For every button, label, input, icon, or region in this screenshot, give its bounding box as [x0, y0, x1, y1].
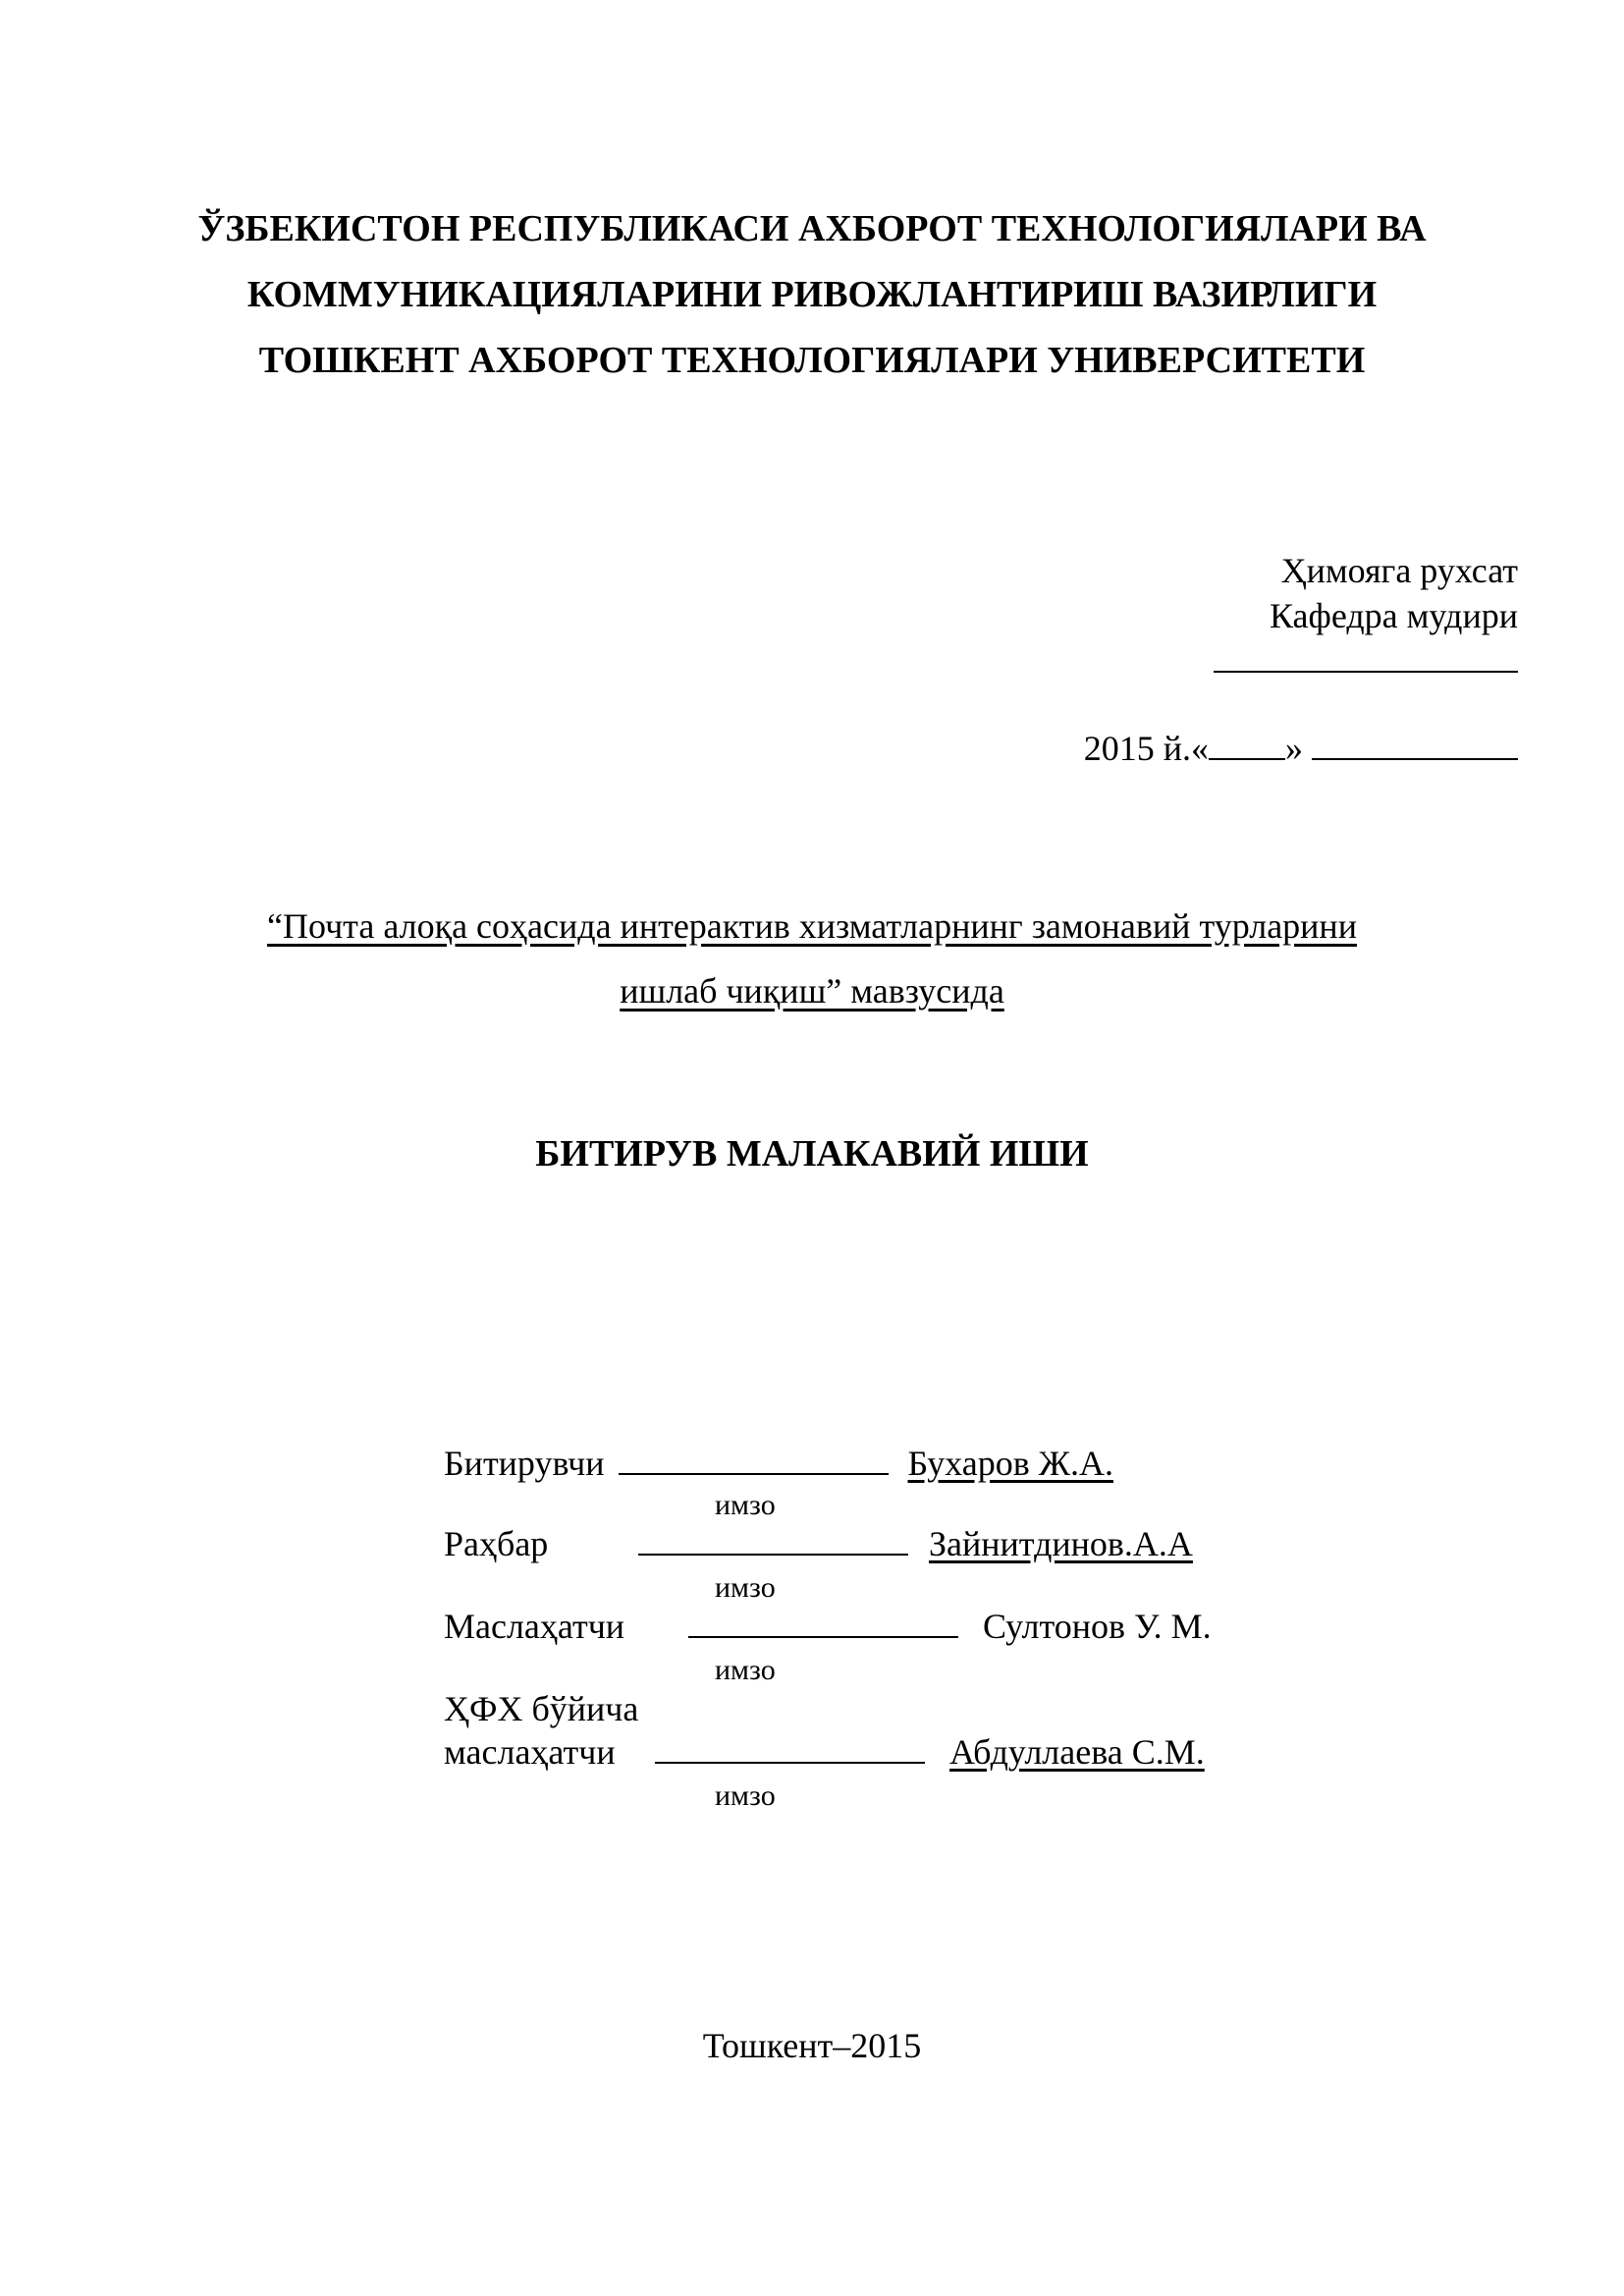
signature-caption: имзо — [715, 1489, 776, 1521]
header-line-1: ЎЗБЕКИСТОН РЕСПУБЛИКАСИ АХБОРОТ ТЕХНОЛОГИЯЛАРИ ВА — [197, 208, 1427, 249]
signature-role: маслаҳатчи — [444, 1732, 616, 1772]
day-blank — [1209, 725, 1285, 760]
signature-role: Раҳбар — [444, 1524, 549, 1563]
signature-blank — [619, 1442, 889, 1475]
signature-row-supervisor — [444, 1522, 1327, 1565]
date-mid: » — [1285, 729, 1303, 768]
signature-role: Битирувчи — [444, 1444, 605, 1483]
head-signature-line — [1214, 651, 1518, 673]
signature-role: Маслаҳатчи — [444, 1607, 625, 1646]
place-and-year: Тошкент–2015 — [702, 2026, 922, 2065]
signature-role-line-1: ҲФХ бўйича — [444, 1689, 639, 1728]
date-prefix: 2015 й.« — [1083, 729, 1209, 768]
month-blank — [1312, 725, 1518, 760]
signature-caption: имзо — [715, 1779, 776, 1812]
signature-blank — [688, 1605, 958, 1638]
thesis-topic — [0, 894, 1624, 1023]
signature-row-graduate — [444, 1442, 1327, 1485]
header-line-3: ТОШКЕНТ АХБОРОТ ТЕХНОЛОГИЯЛАРИ УНИВЕРСИТЕТИ — [258, 340, 1366, 381]
signature-caption: имзо — [715, 1654, 776, 1686]
signature-person: Абдуллаева С.М. — [949, 1732, 1205, 1772]
signature-blank — [655, 1730, 925, 1764]
ministry-header — [0, 196, 1624, 394]
header-line-2: КОММУНИКАЦИЯЛАРИНИ РИВОЖЛАНТИРИШ ВАЗИРЛИГИ — [246, 274, 1378, 315]
signature-row-safety-consultant — [444, 1687, 1327, 1774]
signature-caption: имзо — [715, 1571, 776, 1604]
approval-line-2: Кафедра мудири — [1269, 596, 1518, 635]
signature-blank — [638, 1522, 908, 1556]
topic-line-1: “Почта алоқа соҳасида интерактив хизматларнинг замонавий турларини — [267, 906, 1357, 946]
approval-line-1: Ҳимояга рухсат — [1280, 551, 1518, 590]
document-title: БИТИРУВ МАЛАКАВИЙ ИШИ — [535, 1133, 1089, 1175]
signature-row-consultant — [444, 1605, 1327, 1648]
signature-person: Зайнитдинов.А.А — [929, 1524, 1193, 1563]
topic-line-2: ишлаб чиқиш” мавзусида — [620, 971, 1004, 1011]
signature-person: Бухаров Ж.А. — [907, 1444, 1113, 1483]
signature-person: Султонов У. М. — [983, 1607, 1212, 1646]
approval-date-line — [1084, 725, 1518, 771]
defense-approval-block — [929, 548, 1518, 683]
